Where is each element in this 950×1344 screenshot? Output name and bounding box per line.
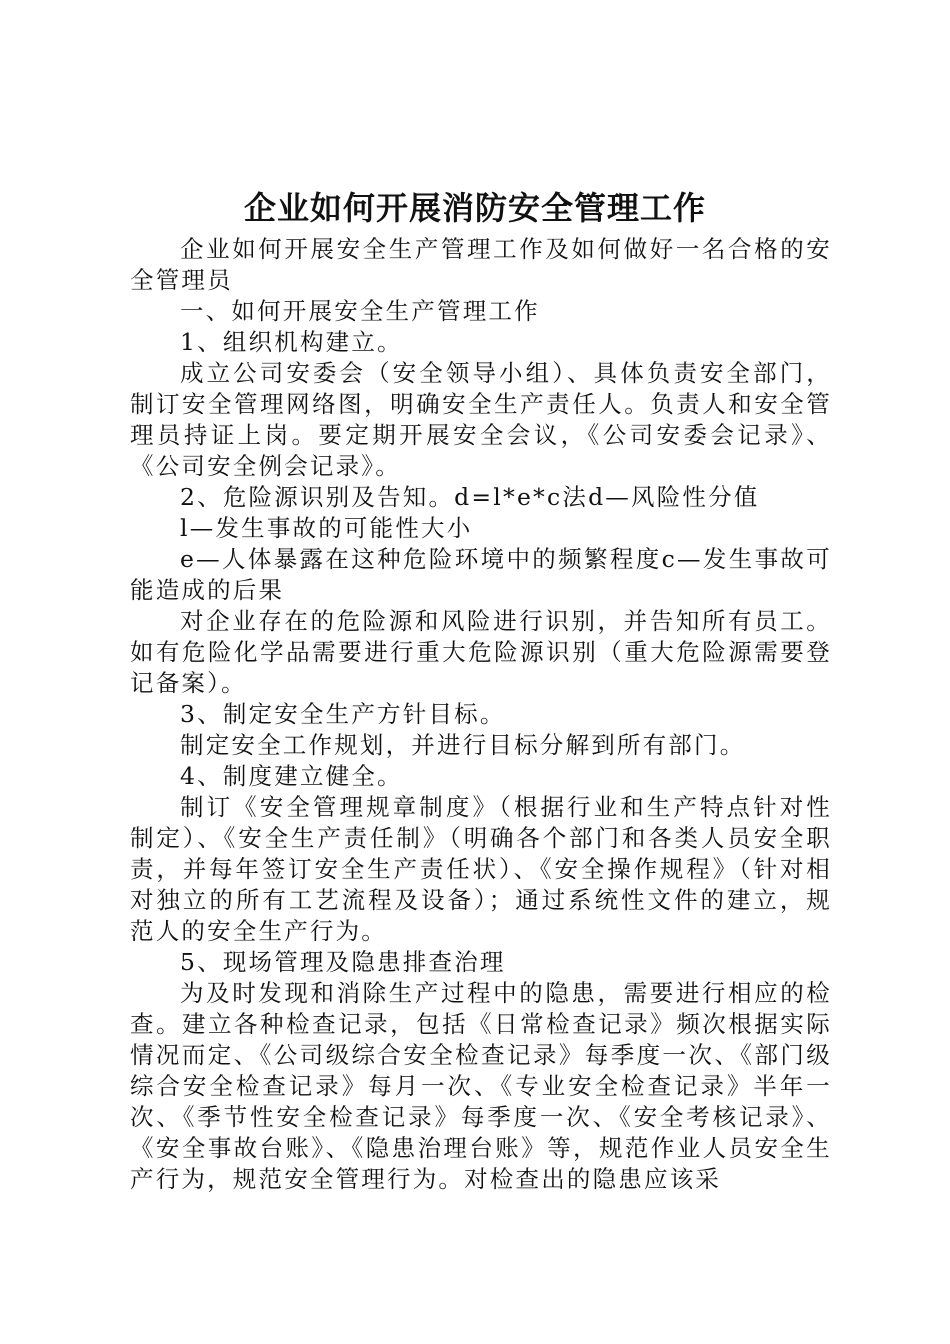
item-heading-1: 1、组织机构建立。: [180, 328, 403, 356]
item-heading-5: 5、现场管理及隐患排查治理: [180, 948, 506, 976]
item-heading-2: 2、危险源识别及告知。d=l*e*c法d—风险性分值: [180, 483, 760, 511]
paragraph-hazard-identification: 对企业存在的危险源和风险进行识别，并告知所有员工。如有危险化学品需要进行重大危险源识别（重大危险源需要登记备案）。: [130, 607, 832, 697]
section-heading-1: 一、如何开展安全生产管理工作: [180, 297, 540, 325]
paragraph-intro: 企业如何开展安全生产管理工作及如何做好一名合格的安全管理员: [130, 235, 832, 294]
item-heading-4: 4、制度建立健全。: [180, 762, 403, 790]
paragraph-formula-e-c: e—人体暴露在这种危险环境中的频繁程度c—发生事故可能造成的后果: [130, 545, 832, 604]
document-body: [130, 234, 832, 1195]
paragraph-organization: 成立公司安委会（安全领导小组）、具体负责安全部门，制订安全管理网络图，明确安全生产责任人。负责人和安全管理员持证上岗。要定期开展安全会议，《公司安委会记录》、《公司安全例会记录》。: [130, 359, 832, 480]
paragraph-regulations: 制订《安全管理规章制度》（根据行业和生产特点针对性制定）、《安全生产责任制》（明确各个部门和各类人员安全职责，并每年签订安全生产责任状）、《安全操作规程》（针对相对独立的所有工艺流程及设备）；通过系统性文件的建立，规范人的安全生产行为。: [130, 793, 832, 945]
paragraph-inspection: 为及时发现和消除生产过程中的隐患，需要进行相应的检查。建立各种检查记录，包括《日常检查记录》频次根据实际情况而定、《公司级综合安全检查记录》每季度一次、《部门级综合安全检查记录》每月一次、《专业安全检查记录》半年一次、《季节性安全检查记录》每季度一次、《安全考核记录》、《安全事故台账》、《隐患治理台账》等，规范作业人员安全生产行为，规范安全管理行为。对检查出的隐患应该采: [130, 979, 832, 1193]
item-heading-3: 3、制定安全生产方针目标。: [180, 700, 506, 728]
paragraph-formula-l: l—发生事故的可能性大小: [180, 514, 473, 542]
document-title: 企业如何开展消防安全管理工作: [243, 189, 706, 227]
paragraph-safety-plan: 制定安全工作规划，并进行目标分解到所有部门。: [180, 731, 746, 759]
